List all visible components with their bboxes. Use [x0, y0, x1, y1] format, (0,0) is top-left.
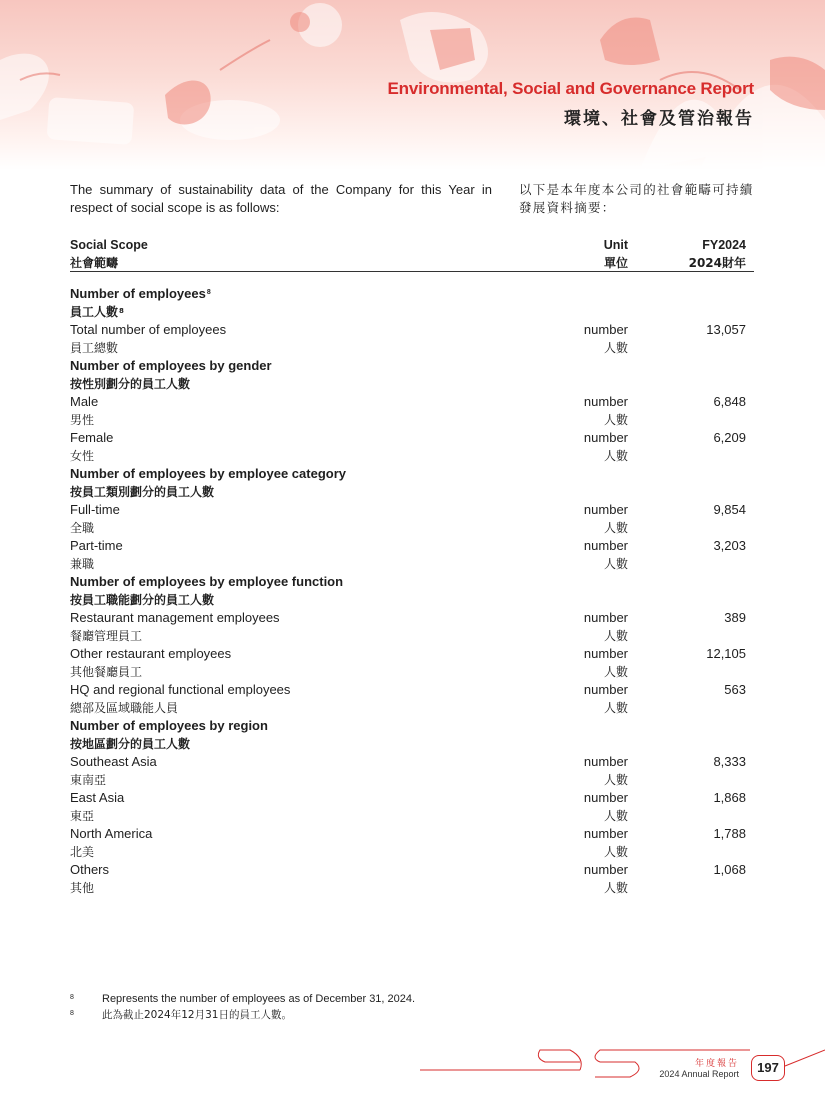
row-label-en	[70, 501, 120, 519]
row-label-en-text: Number of employees by employee category	[70, 466, 346, 481]
header-fy2024	[689, 236, 746, 272]
table-row	[70, 789, 754, 825]
row-label-zh	[70, 879, 94, 897]
row-label-zh-text: 員工人數	[70, 305, 119, 319]
table-row	[70, 825, 754, 861]
table-row	[70, 753, 754, 789]
footnote-text: Represents the number of employees as of December 31, 2024.	[102, 993, 416, 1005]
row-label-en-text: Restaurant management employees	[70, 610, 280, 625]
row-label-zh	[70, 807, 94, 825]
footnote-mark: 8	[70, 1010, 74, 1017]
row-label-en	[70, 537, 123, 555]
table-row	[70, 861, 754, 897]
row-label-en-text: Number of employees by gender	[70, 358, 272, 373]
row-label-en-text: HQ and regional functional employees	[70, 682, 291, 697]
row-label-zh-text: 其他餐廳員工	[70, 665, 143, 679]
row-unit-en: number	[583, 394, 628, 409]
row-label-en	[70, 825, 152, 843]
row-label-en	[70, 681, 290, 699]
footer-report-label-zh: 年度報告	[694, 1059, 739, 1069]
table-row	[70, 501, 754, 537]
row-label-en	[70, 753, 157, 771]
row-label-zh	[70, 771, 106, 789]
row-label-zh-text: 北美	[70, 845, 95, 859]
header-scope-zh: 社會範疇	[70, 256, 119, 270]
row-label-zh	[70, 663, 142, 681]
table-section-heading	[70, 465, 754, 501]
row-label-en-text: Total number of employees	[70, 322, 227, 337]
header-fy-zh: 2024財年	[688, 256, 746, 270]
row-label-zh-text: 員工總數	[70, 341, 119, 355]
table-body	[70, 272, 754, 897]
row-label-en-text: Part-time	[70, 538, 123, 553]
page-number: 197	[751, 1055, 785, 1081]
report-title-chinese: 環境、社會及管治報告	[564, 109, 754, 129]
row-label-zh-text: 東亞	[70, 809, 95, 823]
social-scope-table	[70, 235, 754, 897]
row-value: 563	[724, 682, 746, 697]
row-value: 6,209	[713, 430, 746, 445]
row-unit-en: number	[583, 610, 628, 625]
footnote-text: 此為截止2024年12月31日的員工人數。	[102, 1009, 292, 1021]
footnote-mark: 8	[70, 994, 74, 1001]
row-label-zh	[70, 375, 190, 393]
row-unit-zh: 人數	[603, 809, 628, 823]
row-label-en	[70, 465, 346, 483]
row-label-zh-text: 男性	[70, 413, 95, 427]
header-fy-en: FY2024	[702, 238, 746, 252]
row-unit-en: number	[583, 826, 628, 841]
row-unit-zh: 人數	[603, 773, 628, 787]
row-value: 1,788	[713, 826, 746, 841]
row-unit-zh: 人數	[603, 845, 628, 859]
row-label-en-text: Southeast Asia	[70, 754, 157, 769]
footnote-reference: 8	[206, 289, 211, 296]
row-unit-en: number	[583, 538, 628, 553]
row-label-en-text: Other restaurant employees	[70, 646, 232, 661]
row-value: 9,854	[713, 502, 746, 517]
row-label-en-text: Number of employees by region	[70, 718, 268, 733]
row-value: 12,105	[706, 646, 746, 661]
row-label-zh-text: 按員工職能劃分的員工人數	[70, 593, 215, 607]
table-row	[70, 609, 754, 645]
row-label-en	[70, 429, 113, 447]
row-unit-zh: 人數	[603, 629, 628, 643]
row-unit-en: number	[583, 502, 628, 517]
table-row	[70, 645, 754, 681]
row-label-en	[70, 573, 343, 591]
row-label-en-text: Full-time	[70, 502, 120, 517]
row-value: 1,868	[713, 790, 746, 805]
row-value: 3,203	[713, 538, 746, 553]
row-label-en	[70, 285, 211, 303]
row-label-zh-text: 按地區劃分的員工人數	[70, 737, 191, 751]
table-section-heading	[70, 285, 754, 321]
row-label-zh	[70, 555, 94, 573]
row-label-zh-text: 其他	[70, 881, 95, 895]
table-header	[70, 235, 754, 272]
row-label-zh-text: 東南亞	[70, 773, 107, 787]
table-section-heading	[70, 717, 754, 753]
row-label-zh-text: 總部及區域職能人員	[70, 701, 179, 715]
row-label-en-text: Female	[70, 430, 114, 445]
row-label-en	[70, 357, 272, 375]
row-value: 389	[724, 610, 746, 625]
row-unit-zh: 人數	[603, 413, 628, 427]
table-row	[70, 429, 754, 465]
row-unit-en: number	[583, 862, 628, 877]
row-label-en	[70, 393, 98, 411]
row-label-en	[70, 609, 280, 627]
row-label-zh	[70, 339, 118, 357]
table-section-heading	[70, 573, 754, 609]
row-value: 8,333	[713, 754, 746, 769]
row-unit-zh: 人數	[603, 557, 628, 571]
table-row	[70, 537, 754, 573]
row-label-en	[70, 321, 226, 339]
row-value: 6,848	[713, 394, 746, 409]
row-label-zh	[70, 591, 214, 609]
row-label-zh	[70, 735, 190, 753]
table-section-heading	[70, 357, 754, 393]
header-scope-en: Social Scope	[70, 238, 148, 252]
header-unit-zh: 單位	[603, 256, 628, 270]
row-label-en	[70, 861, 109, 879]
row-label-zh-text: 餐廳管理員工	[70, 629, 143, 643]
footer-report-label-en: 2024 Annual Report	[659, 1069, 739, 1079]
row-label-en	[70, 717, 268, 735]
row-label-en-text: North America	[70, 826, 153, 841]
row-label-en	[70, 645, 231, 663]
row-label-zh-text: 按員工類別劃分的員工人數	[70, 485, 215, 499]
row-label-en-text: Number of employees by employee function	[70, 574, 344, 589]
row-unit-zh: 人數	[603, 521, 628, 535]
row-unit-en: number	[583, 322, 628, 337]
row-unit-zh: 人數	[603, 665, 628, 679]
row-label-zh	[70, 483, 214, 501]
table-row	[70, 393, 754, 429]
row-label-en-text: East Asia	[70, 790, 125, 805]
footnote-reference: 8	[119, 307, 124, 315]
table-row	[70, 681, 754, 717]
row-unit-zh: 人數	[603, 881, 628, 895]
row-label-zh	[70, 519, 94, 537]
row-label-en-text: Others	[70, 862, 110, 877]
row-unit-en: number	[583, 754, 628, 769]
row-label-zh	[70, 699, 178, 717]
row-label-zh-text: 全職	[70, 521, 95, 535]
row-label-en-text: Male	[70, 394, 99, 409]
row-value: 13,057	[706, 322, 746, 337]
row-unit-en: number	[583, 646, 628, 661]
row-unit-en: number	[583, 682, 628, 697]
row-label-zh-text: 按性別劃分的員工人數	[70, 377, 191, 391]
intro-paragraph-english: The summary of sustainability data of the Company for this Year in respect of social scope is as follows:	[70, 182, 492, 215]
row-unit-zh: 人數	[603, 449, 628, 463]
row-label-zh	[70, 447, 94, 465]
header-social-scope	[70, 236, 148, 272]
report-title: Environmental, Social and Governance Report	[387, 79, 754, 98]
row-label-en-text: Number of employees	[70, 286, 206, 301]
intro-paragraph-chinese: 以下是本年度本公司的社會範疇可持續發展資料摘要：	[519, 182, 754, 215]
row-value: 1,068	[713, 862, 746, 877]
row-label-zh	[70, 303, 124, 321]
row-unit-zh: 人數	[603, 701, 628, 715]
row-unit-en: number	[583, 790, 628, 805]
row-label-zh-text: 兼職	[70, 557, 95, 571]
row-label-en	[70, 789, 124, 807]
row-label-zh	[70, 411, 94, 429]
row-label-zh	[70, 843, 94, 861]
row-unit-zh: 人數	[603, 341, 628, 355]
row-label-zh-text: 女性	[70, 449, 95, 463]
row-unit-en: number	[583, 430, 628, 445]
header-unit	[604, 236, 628, 272]
header-unit-en: Unit	[603, 238, 628, 252]
row-label-zh	[70, 627, 142, 645]
table-row	[70, 321, 754, 357]
